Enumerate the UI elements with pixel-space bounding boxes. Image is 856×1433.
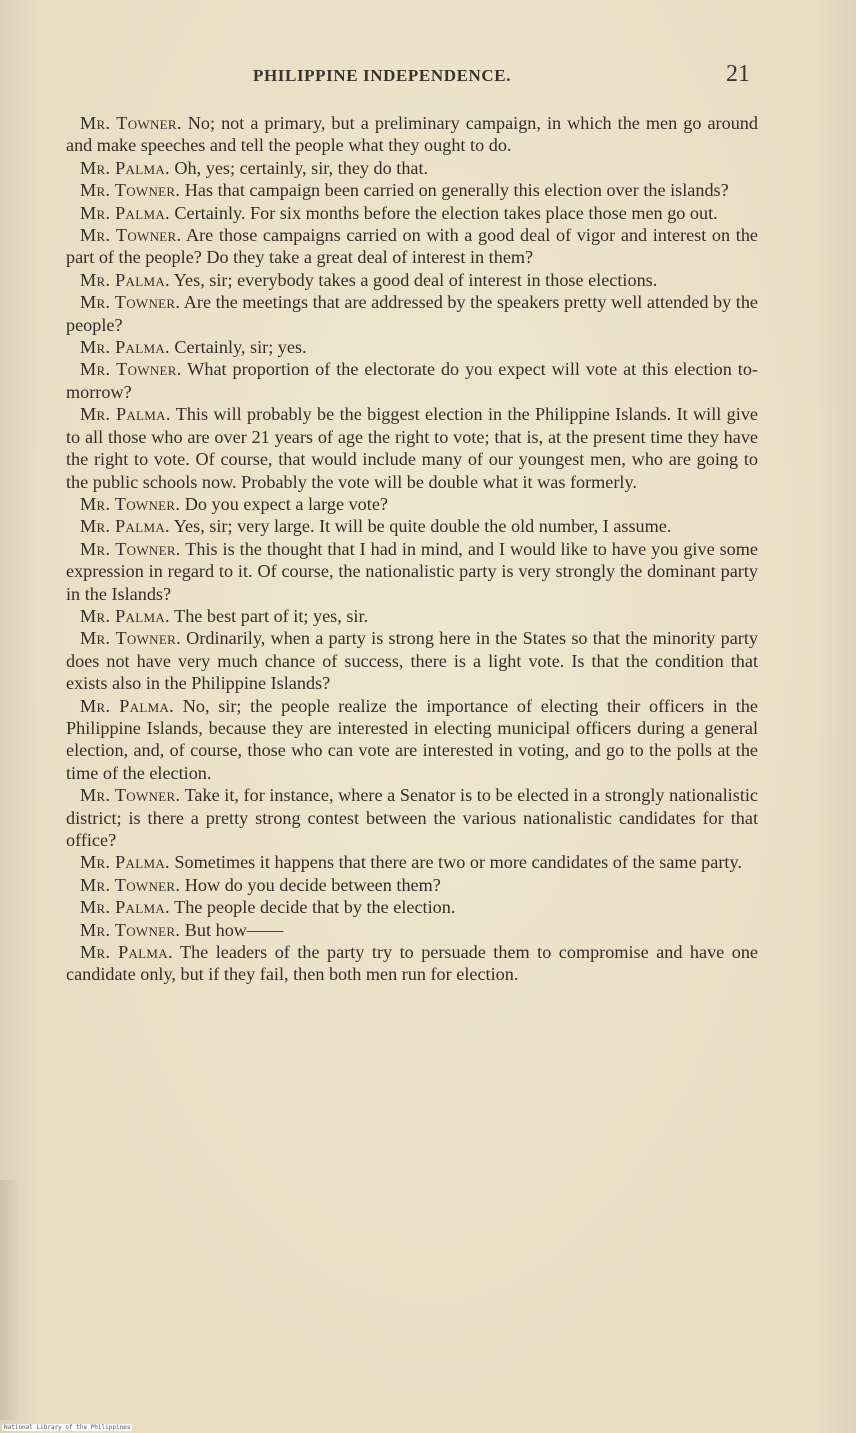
testimony-paragraph — [66, 874, 758, 896]
speech-text: No; not a primary, but a preliminary campaign, in which the men go around and make speeches and tell the people what they ought to do. — [66, 113, 758, 156]
speech-text: Are those campaigns carried on with a good deal of vigor and interest on the part of the people? Do they take a great deal of interest in them? — [66, 225, 758, 268]
testimony-paragraph — [66, 515, 758, 537]
testimony-paragraph — [66, 941, 758, 986]
speech-text: Has that campaign been carried on generally this election over the islands? — [180, 180, 729, 201]
testimony-paragraph — [66, 157, 758, 179]
speech-text: Take it, for instance, where a Senator is to be elected in a strongly nationalistic district; is there a pretty strong contest between the various nationalistic candidates for that office? — [66, 785, 758, 850]
page-number: 21 — [726, 61, 750, 87]
testimony-paragraph — [66, 112, 758, 157]
speaker-name: Mr. Towner. — [80, 113, 182, 133]
speech-text: Ordinarily, when a party is strong here in the States so that the minority party does not have very much chance of success, there is a light vote. Is that the condition that exists also in the Philippine Islands? — [66, 628, 758, 694]
testimony-paragraph — [66, 224, 758, 269]
speech-text: Yes, sir; very large. It will be quite double the old number, I assume. — [169, 516, 672, 537]
speech-text: The people decide that by the election. — [169, 897, 456, 918]
speaker-name: Mr. Towner. — [80, 292, 181, 313]
speech-text: Certainly, sir; yes. — [169, 337, 307, 358]
speaker-name: Mr. Towner. — [80, 919, 181, 940]
speaker-name: Mr. Palma. — [80, 605, 170, 626]
speech-text: But how—— — [180, 919, 284, 940]
page-edge-shadow — [0, 1180, 20, 1420]
speech-text: No, sir; the people realize the importance of electing their officers in the Philippine Islands, because they are interested in electing municipal officers during a general election, and, of course, those who can vote are interested in voting, and go to the polls at the time of the election. — [66, 695, 758, 783]
speech-text: Do you expect a large vote? — [180, 493, 388, 514]
speaker-name: Mr. Towner. — [80, 180, 181, 201]
speaker-name: Mr. Palma. — [80, 897, 170, 918]
library-watermark: National Library of the Philippines — [4, 1424, 131, 1431]
running-header — [0, 63, 856, 93]
transcript-body — [66, 112, 758, 986]
speech-text: Yes, sir; everybody takes a good deal of interest in those elections. — [169, 269, 658, 290]
testimony-paragraph — [66, 179, 758, 201]
testimony-paragraph — [66, 919, 758, 941]
testimony-paragraph — [66, 269, 758, 291]
testimony-paragraph — [66, 605, 758, 627]
testimony-paragraph — [66, 336, 758, 358]
speech-text: The best part of it; yes, sir. — [169, 605, 369, 626]
speech-text: Oh, yes; certainly, sir, they do that. — [169, 157, 429, 178]
speech-text: The leaders of the party try to persuade them to compromise and have one candidate only, but if they fail, then both men run for election. — [66, 942, 758, 985]
speaker-name: Mr. Palma. — [80, 516, 170, 537]
speaker-name: Mr. Towner. — [80, 538, 181, 559]
testimony-paragraph — [66, 627, 758, 694]
testimony-paragraph — [66, 695, 758, 785]
running-title: PHILIPPINE INDEPENDENCE. — [253, 66, 512, 85]
speech-text: Are the meetings that are addressed by the speakers pretty well attended by the people? — [66, 292, 758, 335]
testimony-paragraph — [66, 493, 758, 515]
speech-text: What proportion of the electorate do you expect will vote at this election to-morrow? — [66, 359, 758, 402]
speaker-name: Mr. Towner. — [80, 874, 181, 895]
testimony-paragraph — [66, 851, 758, 873]
speech-text: How do you decide between them? — [180, 874, 441, 895]
speaker-name: Mr. Palma. — [80, 157, 170, 178]
speaker-name: Mr. Towner. — [80, 628, 181, 649]
speech-text: This is the thought that I had in mind, and I would like to have you give some expression in regard to it. Of course, the nationalistic party is very strongly the dominant party in the Islands? — [66, 538, 758, 604]
testimony-paragraph — [66, 358, 758, 403]
speaker-name: Mr. Palma. — [80, 852, 170, 873]
speech-text: Certainly. For six months before the election takes place those men go out. — [169, 202, 718, 223]
testimony-paragraph — [66, 202, 758, 224]
speaker-name: Mr. Towner. — [80, 785, 181, 806]
speaker-name: Mr. Palma. — [80, 404, 171, 425]
speaker-name: Mr. Towner. — [80, 359, 182, 380]
speech-text: Sometimes it happens that there are two or more candidates of the same party. — [169, 852, 742, 873]
speaker-name: Mr. Palma. — [80, 269, 170, 290]
testimony-paragraph — [66, 538, 758, 605]
testimony-paragraph — [66, 291, 758, 336]
speaker-name: Mr. Palma. — [80, 942, 173, 963]
speaker-name: Mr. Towner. — [80, 493, 181, 514]
speaker-name: Mr. Palma. — [80, 337, 170, 358]
speaker-name: Mr. Palma. — [80, 695, 175, 716]
speaker-name: Mr. Towner. — [80, 225, 182, 246]
speaker-name: Mr. Palma. — [80, 202, 170, 223]
speech-text: This will probably be the biggest election in the Philippine Islands. It will give to all those who are over 21 years of age the right to vote; that is, at the present time they have the right to vote. Of course, that would include many of our youngest men, who are going to the public schools now. Probably the vote will be double what it was formerly. — [66, 404, 758, 492]
testimony-paragraph — [66, 784, 758, 851]
testimony-paragraph — [66, 896, 758, 918]
testimony-paragraph — [66, 403, 758, 493]
